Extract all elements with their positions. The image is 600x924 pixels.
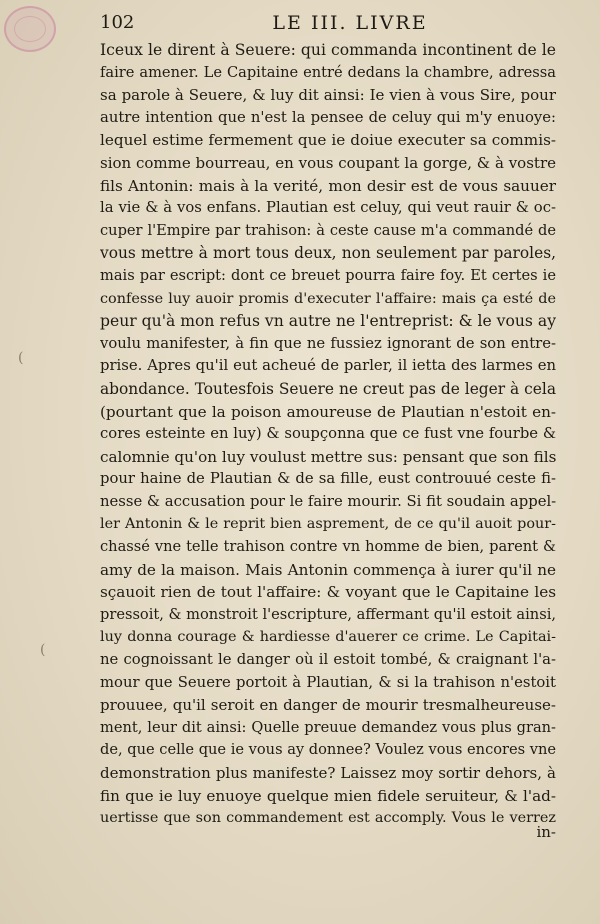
library-stamp: [4, 6, 56, 52]
text-line: Iceux le dirent à Seuere: qui commanda incontinent de le: [100, 41, 556, 59]
text-line: voulu manifester, à fin que ne fussiez ignorant de son entre-: [100, 334, 556, 352]
text-line: (pourtant que la poison amoureuse de Plautian n'estoit en-: [100, 402, 556, 421]
text-line: sion comme bourreau, en vous coupant la gorge, & à vostre: [100, 153, 556, 172]
text-line: confesse luy auoir promis d'executer l'affaire: mais ça esté de: [100, 290, 556, 307]
text-line: ler Antonin & le reprit bien asprement, de ce qu'il auoit pour-: [100, 516, 556, 533]
text-line: peur qu'à mon refus vn autre ne l'entreprist: & le vous ay: [100, 312, 556, 331]
text-line: prise. Apres qu'il eut acheué de parler, il ietta des larmes en: [100, 357, 556, 375]
text-line: fils Antonin: mais à la verité, mon desir est de vous sauuer: [100, 176, 556, 195]
margin-pencil-mark: (: [18, 350, 24, 366]
text-line: calomnie qu'on luy voulust mettre sus: pensant que son fils: [100, 447, 556, 466]
body-text: [100, 39, 556, 830]
text-line: mour que Seuere portoit à Plautian, & si la trahison n'estoit: [100, 673, 556, 691]
margin-pencil-mark: (: [40, 642, 46, 658]
text-line: sçauoit rien de tout l'affaire: & voyant que le Capitaine les: [100, 583, 556, 602]
running-head: LE III. LIVRE: [272, 12, 428, 34]
text-line: sa parole à Seuere, & luy dit ainsi: Ie vien à vous Sire, pour: [100, 86, 556, 105]
text-line: nesse & accusation pour le faire mourir. Si fit soudain appel-: [100, 492, 556, 510]
text-line: mais par escript: dont ce breuet pourra faire foy. Et certes ie: [100, 266, 556, 284]
catchword: in-: [536, 823, 556, 841]
text-line: luy donna courage & hardiesse d'auerer ce crime. Le Capitai-: [100, 629, 556, 646]
text-line: vous mettre à mort tous deux, non seulement par paroles,: [100, 244, 556, 263]
text-line: faire amener. Le Capitaine entré dedans la chambre, adressa: [100, 63, 556, 81]
text-line: de, que celle que ie vous ay donnee? Voulez vous encores vne: [100, 741, 556, 759]
text-line: abondance. Toutesfois Seuere ne creut pas de leger à cela: [100, 379, 556, 398]
text-line: amy de la maison. Mais Antonin commença à iurer qu'il ne: [100, 560, 556, 579]
text-line: pressoit, & monstroit l'escripture, affermant qu'il estoit ainsi,: [100, 605, 556, 623]
text-line: pour haine de Plautian & de sa fille, eust controuué ceste fi-: [100, 470, 556, 488]
text-line: prouuee, qu'il seroit en danger de mourir tresmalheureuse-: [100, 696, 556, 715]
text-line: cuper l'Empire par trahison: à ceste cause m'a commandé de: [100, 221, 556, 239]
text-line: la vie & à vos enfans. Plautian est celuy, qui veut rauir & oc-: [100, 199, 556, 217]
text-line: autre intention que n'est la pensee de celuy qui m'y enuoye:: [100, 108, 556, 126]
page-header: [100, 10, 560, 36]
text-line: ment, leur dit ainsi: Quelle preuue demandez vous plus gran-: [100, 718, 556, 736]
text-line: fin que ie luy enuoye quelque mien fidele seruiteur, & l'ad-: [100, 786, 556, 805]
text-line: uertisse que son commandement est accomply. Vous le verrez: [100, 810, 556, 827]
text-line: lequel estime fermement que ie doiue executer sa commis-: [100, 131, 556, 150]
text-line: demonstration plus manifeste? Laissez moy sortir dehors, à: [100, 764, 556, 782]
text-line: ne cognoissant le danger où il estoit tombé, & craignant l'a-: [100, 651, 556, 669]
text-line: cores esteinte en luy) & soupçonna que ce fust vne fourbe &: [100, 425, 556, 443]
text-line: chassé vne telle trahison contre vn homme de bien, parent &: [100, 538, 556, 556]
page-number: 102: [100, 12, 135, 33]
